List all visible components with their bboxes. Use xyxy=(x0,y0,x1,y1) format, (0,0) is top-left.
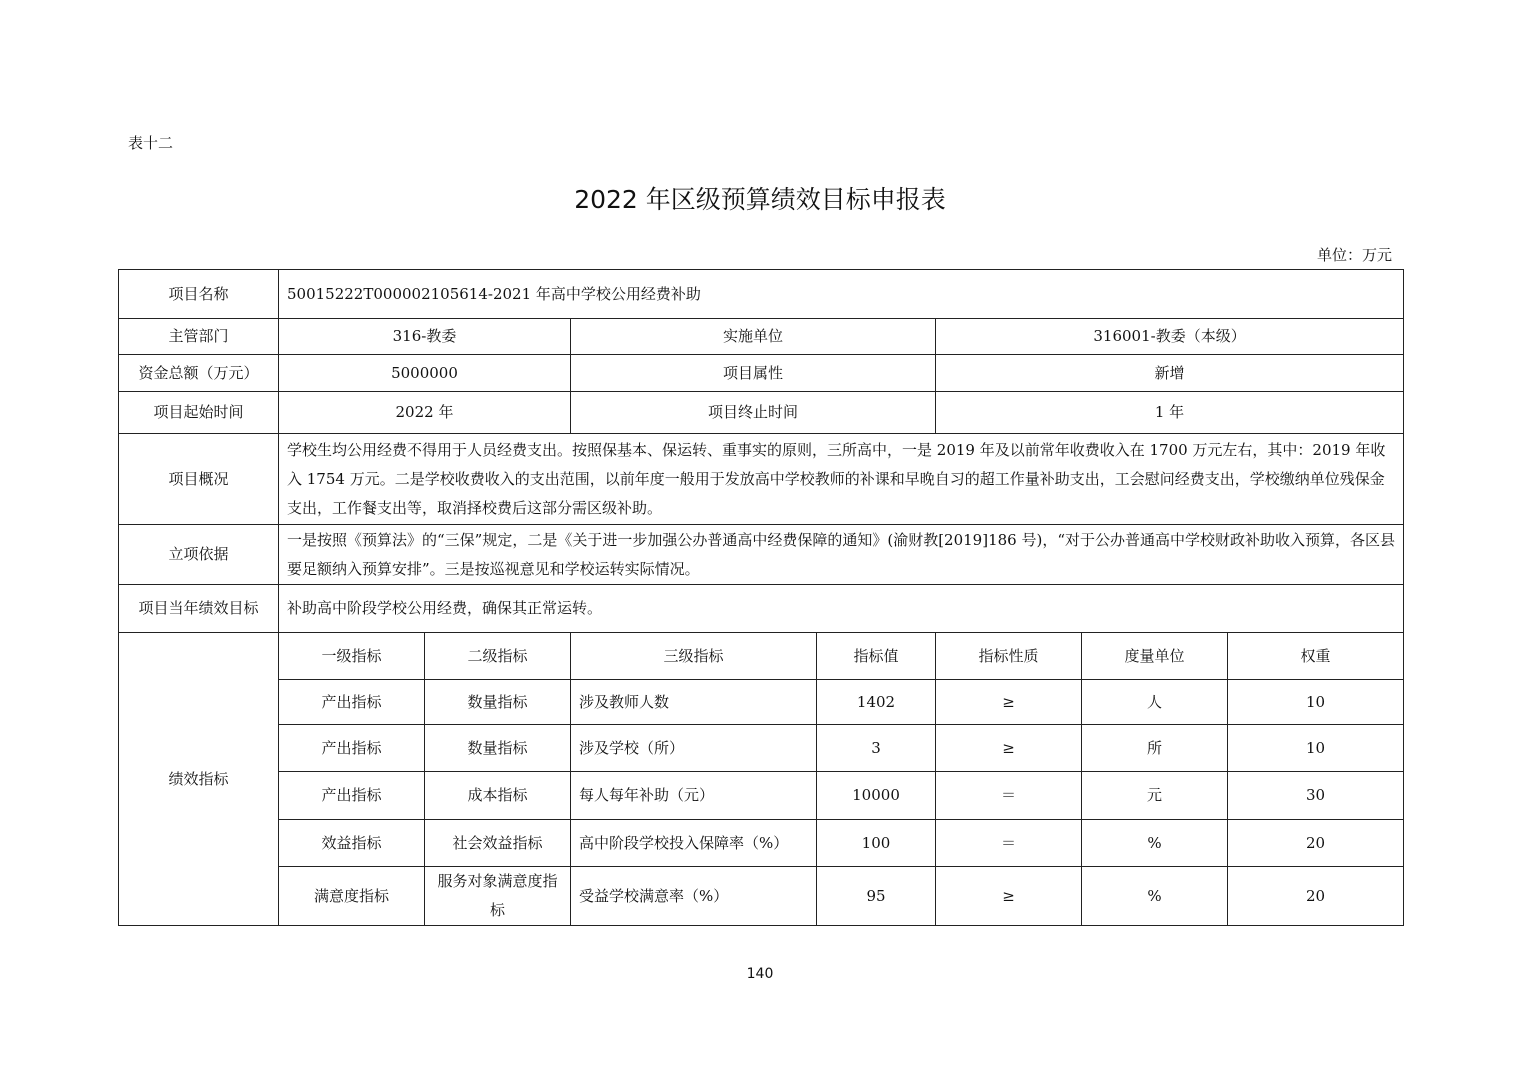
unit-label: 单位：万元 xyxy=(1316,246,1392,264)
indicator-row xyxy=(119,725,1404,772)
page-title: 2022 年区级预算绩效目标申报表 xyxy=(574,185,946,214)
level2-cell: 成本指标 xyxy=(425,772,571,820)
indicator-row xyxy=(119,772,1404,820)
project-name-label: 项目名称 xyxy=(119,270,279,319)
time-row xyxy=(119,392,1404,434)
value-cell: 95 xyxy=(817,867,936,926)
value-cell: 10000 xyxy=(817,772,936,820)
level1-cell: 产出指标 xyxy=(279,680,425,725)
unit-cell: 人 xyxy=(1082,680,1228,725)
col-header-value: 指标值 xyxy=(817,633,936,680)
goal-row xyxy=(119,585,1404,633)
level3-cell: 受益学校满意率（%） xyxy=(571,867,817,926)
weight-cell: 10 xyxy=(1228,725,1404,772)
nature-cell: ≥ xyxy=(936,680,1082,725)
value-cell: 1402 xyxy=(817,680,936,725)
unit-cell: 元 xyxy=(1082,772,1228,820)
overview-label: 项目概况 xyxy=(119,434,279,525)
end-time-value: 1 年 xyxy=(936,392,1404,434)
weight-cell: 20 xyxy=(1228,867,1404,926)
col-header-level1: 一级指标 xyxy=(279,633,425,680)
project-name-value: 50015222T000002105614-2021 年高中学校公用经费补助 xyxy=(279,270,1404,319)
col-header-level3: 三级指标 xyxy=(571,633,817,680)
nature-cell: ≥ xyxy=(936,867,1082,926)
start-time-label: 项目起始时间 xyxy=(119,392,279,434)
value-cell: 3 xyxy=(817,725,936,772)
basis-label: 立项依据 xyxy=(119,525,279,585)
basis-value: 一是按照《预算法》的“三保”规定，二是《关于进一步加强公办普通高中经费保障的通知》(渝财教[2019]186 号)，“对于公办普通高中学校财政补助收入预算，各区县要足额纳入预算安排”。三是按巡视意见和学校运转实际情况。 xyxy=(279,525,1404,585)
level3-cell: 每人每年补助（元） xyxy=(571,772,817,820)
indicator-row xyxy=(119,820,1404,867)
indicator-section-label: 绩效指标 xyxy=(119,633,279,926)
nature-cell: ＝ xyxy=(936,772,1082,820)
level2-cell: 数量指标 xyxy=(425,725,571,772)
goal-value: 补助高中阶段学校公用经费，确保其正常运转。 xyxy=(279,585,1404,633)
project-name-row xyxy=(119,270,1404,319)
weight-cell: 20 xyxy=(1228,820,1404,867)
fund-label: 资金总额（万元） xyxy=(119,355,279,392)
dept-label: 主管部门 xyxy=(119,319,279,355)
level3-cell: 涉及学校（所） xyxy=(571,725,817,772)
value-cell: 100 xyxy=(817,820,936,867)
level2-cell: 社会效益指标 xyxy=(425,820,571,867)
unit-cell: % xyxy=(1082,820,1228,867)
indicator-row xyxy=(119,867,1404,926)
basis-row xyxy=(119,525,1404,585)
col-header-nature: 指标性质 xyxy=(936,633,1082,680)
start-time-value: 2022 年 xyxy=(279,392,571,434)
attr-value: 新增 xyxy=(936,355,1404,392)
indicator-row xyxy=(119,680,1404,725)
impl-unit-value: 316001-教委（本级） xyxy=(936,319,1404,355)
level3-cell: 高中阶段学校投入保障率（%） xyxy=(571,820,817,867)
level2-cell: 数量指标 xyxy=(425,680,571,725)
weight-cell: 30 xyxy=(1228,772,1404,820)
dept-value: 316-教委 xyxy=(279,319,571,355)
level1-cell: 产出指标 xyxy=(279,725,425,772)
overview-row xyxy=(119,434,1404,525)
nature-cell: ＝ xyxy=(936,820,1082,867)
col-header-weight: 权重 xyxy=(1228,633,1404,680)
level1-cell: 满意度指标 xyxy=(279,867,425,926)
attr-label: 项目属性 xyxy=(571,355,936,392)
table-tag: 表十二 xyxy=(128,134,174,152)
unit-cell: % xyxy=(1082,867,1228,926)
department-row xyxy=(119,319,1404,355)
goal-label: 项目当年绩效目标 xyxy=(119,585,279,633)
level1-cell: 效益指标 xyxy=(279,820,425,867)
fund-row xyxy=(119,355,1404,392)
level3-cell: 涉及教师人数 xyxy=(571,680,817,725)
col-header-unit: 度量单位 xyxy=(1082,633,1228,680)
end-time-label: 项目终止时间 xyxy=(571,392,936,434)
level2-cell: 服务对象满意度指标 xyxy=(425,867,571,926)
nature-cell: ≥ xyxy=(936,725,1082,772)
weight-cell: 10 xyxy=(1228,680,1404,725)
page-number: 140 xyxy=(746,966,774,982)
impl-unit-label: 实施单位 xyxy=(571,319,936,355)
col-header-level2: 二级指标 xyxy=(425,633,571,680)
level1-cell: 产出指标 xyxy=(279,772,425,820)
budget-form-table xyxy=(118,269,1404,926)
unit-cell: 所 xyxy=(1082,725,1228,772)
indicator-header-row xyxy=(119,633,1404,680)
fund-value: 5000000 xyxy=(279,355,571,392)
overview-value: 学校生均公用经费不得用于人员经费支出。按照保基本、保运转、重事实的原则，三所高中，一是 2019 年及以前常年收费收入在 1700 万元左右，其中：2019 年收入 1754 万元。二是学校收费收入的支出范围，以前年度一般用于发放高中学校教师的补课和早晚自习的超工作量补助支出，工会慰问经费支出，学校缴纳单位残保金支出，工作餐支出等，取消择校费后这部分需区级补助。 xyxy=(279,434,1404,525)
